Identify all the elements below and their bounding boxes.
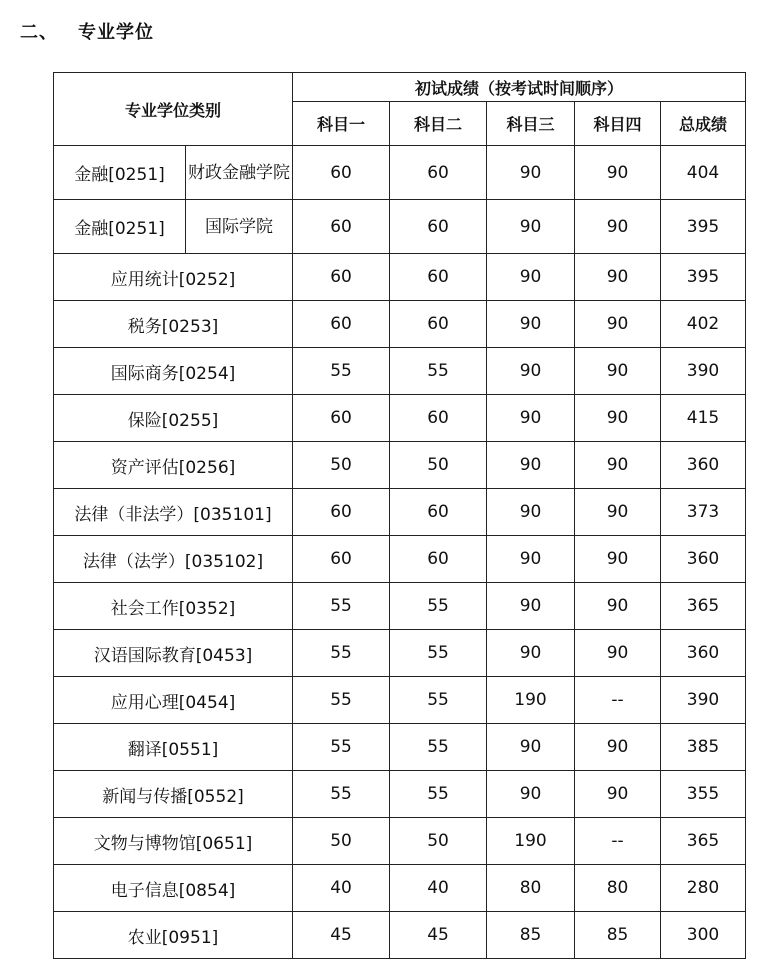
subject-score: 90 xyxy=(487,583,575,630)
category-name: 文物与博物馆[0651] xyxy=(54,818,293,865)
table-row xyxy=(54,200,746,254)
total-score: 390 xyxy=(661,348,746,395)
subject-score: 55 xyxy=(390,583,487,630)
subject-score: 50 xyxy=(390,818,487,865)
college-name: 财政金融学院 xyxy=(186,146,293,200)
subject-score: 60 xyxy=(390,489,487,536)
subject-score: 55 xyxy=(390,630,487,677)
subject-score: 55 xyxy=(293,677,390,724)
subject-score: 60 xyxy=(293,536,390,583)
subject-score: 90 xyxy=(487,771,575,818)
subject-score: 55 xyxy=(293,630,390,677)
subject-score: 90 xyxy=(487,348,575,395)
subject-score: 45 xyxy=(390,912,487,959)
subject-score: 90 xyxy=(487,200,575,254)
subject-score: 90 xyxy=(575,146,661,200)
subject-header: 科目四 xyxy=(575,102,661,146)
section-heading xyxy=(20,18,154,44)
total-score: 390 xyxy=(661,677,746,724)
section-number: 二、 xyxy=(20,22,58,43)
subject-score: 90 xyxy=(575,254,661,301)
total-score: 300 xyxy=(661,912,746,959)
category-name: 国际商务[0254] xyxy=(54,348,293,395)
subject-score: 60 xyxy=(293,395,390,442)
subject-header: 科目二 xyxy=(390,102,487,146)
subject-score: 80 xyxy=(487,865,575,912)
subject-score: 90 xyxy=(575,536,661,583)
table-row xyxy=(54,146,746,200)
category-name: 应用统计[0252] xyxy=(54,254,293,301)
subject-score: 60 xyxy=(293,489,390,536)
table-row xyxy=(54,348,746,395)
category-name: 农业[0951] xyxy=(54,912,293,959)
total-score: 395 xyxy=(661,200,746,254)
total-score: 360 xyxy=(661,442,746,489)
total-score: 365 xyxy=(661,818,746,865)
subject-score: 90 xyxy=(575,395,661,442)
total-score: 385 xyxy=(661,724,746,771)
subject-score: 90 xyxy=(487,536,575,583)
subject-score: 85 xyxy=(487,912,575,959)
subject-score: 60 xyxy=(390,254,487,301)
total-score: 404 xyxy=(661,146,746,200)
category-name: 应用心理[0454] xyxy=(54,677,293,724)
table-row xyxy=(54,301,746,348)
table-row xyxy=(54,442,746,489)
subject-score: 60 xyxy=(390,301,487,348)
subject-score: 55 xyxy=(293,583,390,630)
table-row xyxy=(54,489,746,536)
subject-score: 90 xyxy=(575,724,661,771)
subject-score: 55 xyxy=(293,771,390,818)
total-score: 365 xyxy=(661,583,746,630)
category-header: 专业学位类别 xyxy=(54,73,293,146)
subject-score: 55 xyxy=(390,677,487,724)
subject-score: 90 xyxy=(487,146,575,200)
score-table xyxy=(53,72,746,959)
subject-score: 90 xyxy=(575,348,661,395)
subject-score: 90 xyxy=(575,771,661,818)
subject-score: 90 xyxy=(487,395,575,442)
table-row xyxy=(54,254,746,301)
subject-score: 90 xyxy=(575,583,661,630)
category-name: 金融[0251] xyxy=(54,200,186,254)
subject-score: 90 xyxy=(487,301,575,348)
group-header: 初试成绩（按考试时间顺序） xyxy=(293,73,746,102)
table-row xyxy=(54,818,746,865)
subject-score: 80 xyxy=(575,865,661,912)
subject-score: 40 xyxy=(293,865,390,912)
subject-score: 60 xyxy=(293,254,390,301)
subject-header: 科目一 xyxy=(293,102,390,146)
total-score: 415 xyxy=(661,395,746,442)
table-row xyxy=(54,912,746,959)
table-row xyxy=(54,677,746,724)
category-name: 金融[0251] xyxy=(54,146,186,200)
subject-score: 90 xyxy=(575,442,661,489)
subject-score: 55 xyxy=(390,348,487,395)
section-title: 专业学位 xyxy=(78,22,154,43)
total-score: 373 xyxy=(661,489,746,536)
subject-score: 45 xyxy=(293,912,390,959)
subject-score: 60 xyxy=(293,200,390,254)
subject-score: -- xyxy=(575,818,661,865)
subject-score: 90 xyxy=(575,630,661,677)
subject-score: 90 xyxy=(575,301,661,348)
subject-score: 90 xyxy=(487,489,575,536)
college-name: 国际学院 xyxy=(186,200,293,254)
table-row xyxy=(54,395,746,442)
subject-header: 科目三 xyxy=(487,102,575,146)
subject-score: 55 xyxy=(390,724,487,771)
subject-score: 40 xyxy=(390,865,487,912)
total-score: 360 xyxy=(661,630,746,677)
subject-score: 85 xyxy=(575,912,661,959)
subject-score: 190 xyxy=(487,818,575,865)
subject-score: 50 xyxy=(293,818,390,865)
subject-score: 60 xyxy=(293,146,390,200)
category-name: 翻译[0551] xyxy=(54,724,293,771)
table-row xyxy=(54,536,746,583)
total-score: 395 xyxy=(661,254,746,301)
subject-score: 55 xyxy=(293,724,390,771)
subject-score: 50 xyxy=(390,442,487,489)
table-row xyxy=(54,865,746,912)
subject-score: 60 xyxy=(390,395,487,442)
subject-score: 55 xyxy=(390,771,487,818)
subject-score: 60 xyxy=(293,301,390,348)
table-row xyxy=(54,630,746,677)
category-name: 法律（非法学）[035101] xyxy=(54,489,293,536)
category-name: 税务[0253] xyxy=(54,301,293,348)
subject-score: 90 xyxy=(487,254,575,301)
subject-score: 60 xyxy=(390,536,487,583)
subject-score: 55 xyxy=(293,348,390,395)
category-name: 新闻与传播[0552] xyxy=(54,771,293,818)
subject-score: 60 xyxy=(390,146,487,200)
table-row xyxy=(54,771,746,818)
table-row xyxy=(54,724,746,771)
table-row xyxy=(54,583,746,630)
subject-score: 50 xyxy=(293,442,390,489)
subject-score: 90 xyxy=(487,724,575,771)
subject-score: 90 xyxy=(575,489,661,536)
total-score: 360 xyxy=(661,536,746,583)
category-name: 保险[0255] xyxy=(54,395,293,442)
total-score: 280 xyxy=(661,865,746,912)
total-score: 355 xyxy=(661,771,746,818)
subject-score: 190 xyxy=(487,677,575,724)
subject-score: 90 xyxy=(487,630,575,677)
category-name: 社会工作[0352] xyxy=(54,583,293,630)
category-name: 汉语国际教育[0453] xyxy=(54,630,293,677)
subject-score: -- xyxy=(575,677,661,724)
subject-score: 60 xyxy=(390,200,487,254)
total-score: 402 xyxy=(661,301,746,348)
subject-score: 90 xyxy=(575,200,661,254)
category-name: 电子信息[0854] xyxy=(54,865,293,912)
subject-header: 总成绩 xyxy=(661,102,746,146)
category-name: 资产评估[0256] xyxy=(54,442,293,489)
category-name: 法律（法学）[035102] xyxy=(54,536,293,583)
subject-score: 90 xyxy=(487,442,575,489)
